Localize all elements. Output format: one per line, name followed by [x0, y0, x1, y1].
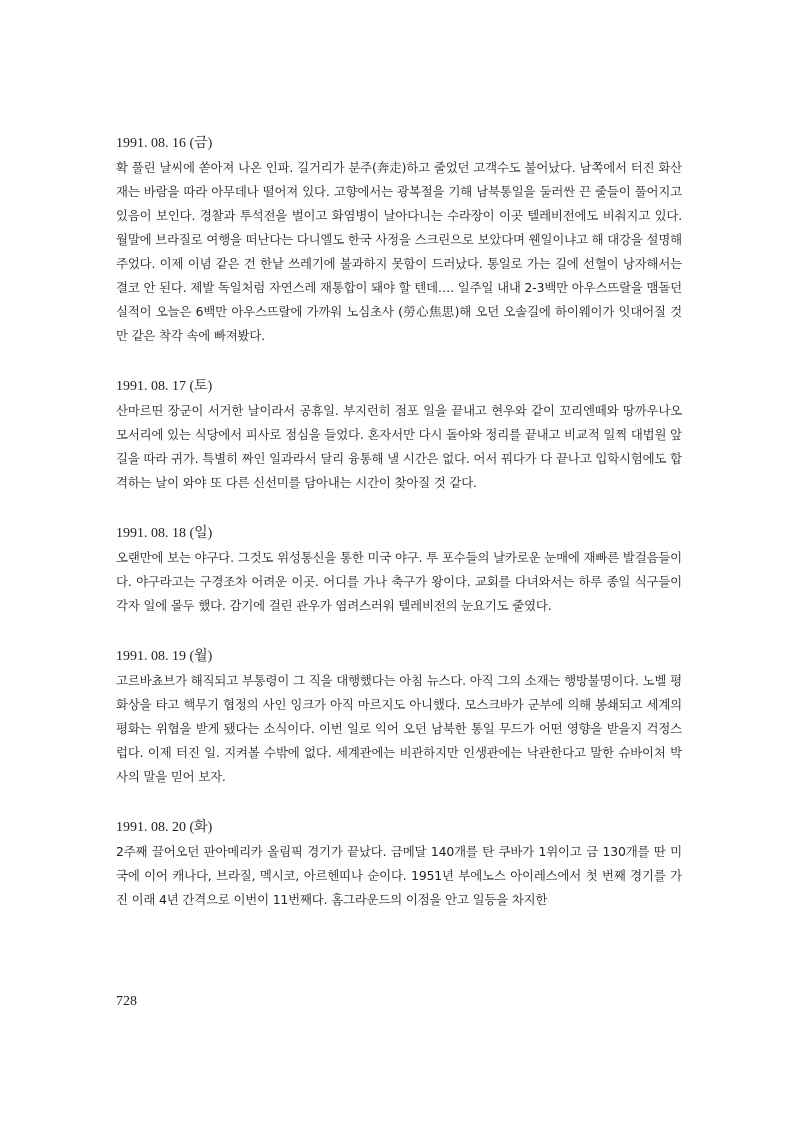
entry-date: 1991. 08. 16 (금) — [116, 136, 213, 151]
entry-date: 1991. 08. 17 (토) — [116, 379, 213, 394]
entry-text: 2주째 끌어오던 판아메리카 올림픽 경기가 끝났다. 금메달 140개를 탄 쿠바가 1위이고 금 130개를 딴 미국에 이어 캐나다, 브라질, 멕시코, 아르헨띠나 순이다. 1951년 부에노스 아이레스에서 첫 번째 경기를 가진 이래 4년 간격으로 이번이 11번째다. 홈그라운드의 이점을 안고 일등을 차지한 — [116, 844, 682, 907]
diary-entry-0819 — [116, 645, 682, 789]
entry-text: 확 풀린 날씨에 쏟아져 나온 인파. 길거리가 분주(奔走)하고 줄었던 고객수도 불어났다. 남쪽에서 터진 화산재는 바람을 따라 아무데나 떨어져 있다. 고향에서는 광복절을 기해 남북통일을 둘러싼 끈 줄들이 풀어지고 있음이 보인다. 경찰과 투석전을 벌이고 화염병이 날아다니는 수라장이 이곳 텔레비전에도 비춰지고 있다. 월말에 브라질로 여행을 떠난다는 다니엘도 한국 사정을 스크린으로 보았다며 웬일이냐고 해 대강을 설명해 주었다. 이제 이념 같은 건 한낱 쓰레기에 불과하지 못함이 드러났다. 통일로 가는 길에 선혈이 낭자해서는 결코 안 된다. 제발 독일처럼 자연스레 재통합이 돼야 할 텐데…. 일주일 내내 2-3백만 아우스뜨랄을 맴돌던 실적이 오늘은 6백만 아우스뜨랄에 가까워 노심초사 (勞心焦思)해 오던 오솔길에 하이웨이가 잇대어질 것만 같은 착각 속에 빠져봤다. — [116, 160, 682, 343]
diary-entry-0818 — [116, 522, 682, 618]
entry-text: 고르바쵸브가 해직되고 부통령이 그 직을 대행했다는 아침 뉴스다. 아직 그의 소재는 행방불명이다. 노벨 평화상을 타고 핵무기 협정의 사인 잉크가 아직 마르지도 아니했다. 모스크바가 군부에 의해 봉쇄되고 세계의 평화는 위협을 받게 됐다는 소식이다. 이번 일로 익어 오던 남북한 통일 무드가 어떤 영향을 받을지 걱정스럽다. 이제 터진 일. 지켜볼 수밖에 없다. 세계관에는 비관하지만 인생관에는 낙관한다고 말한 슈바이처 박사의 말을 믿어 보자. — [116, 673, 682, 784]
entry-date: 1991. 08. 20 (화) — [116, 820, 213, 835]
entry-date: 1991. 08. 19 (월) — [116, 649, 213, 664]
entry-date: 1991. 08. 18 (일) — [116, 526, 213, 541]
diary-entry-0817 — [116, 375, 682, 495]
entry-text: 오랜만에 보는 야구다. 그것도 위성통신을 통한 미국 야구. 투 포수들의 날카로운 눈매에 재빠른 발걸음들이다. 야구라고는 구경조차 어려운 이곳. 어디를 가나 축구가 왕이다. 교회를 다녀와서는 하루 종일 식구들이 각자 일에 몰두 했다. 감기에 걸린 관우가 염려스러워 텔레비전의 눈요기도 줄였다. — [116, 550, 682, 613]
diary-page-body — [116, 132, 682, 939]
page-number: 728 — [116, 994, 137, 1009]
diary-entry-0816 — [116, 132, 682, 348]
entry-text: 산마르띤 장군이 서거한 날이라서 공휴일. 부지런히 점포 일을 끝내고 현우와 같이 꼬리엔떼와 땅까우나오 모서리에 있는 식당에서 피사로 점심을 들었다. 혼자서만 다시 돌아와 정리를 끝내고 비교적 일찍 대법원 앞길을 따라 귀가. 특별히 짜인 일과라서 달리 융통해 낼 시간은 없다. 어서 꿔다가 다 끝나고 입학시험에도 합격하는 날이 와야 또 다른 신선미를 담아내는 시간이 찾아질 것 같다. — [116, 403, 682, 490]
diary-entry-0820 — [116, 816, 682, 912]
